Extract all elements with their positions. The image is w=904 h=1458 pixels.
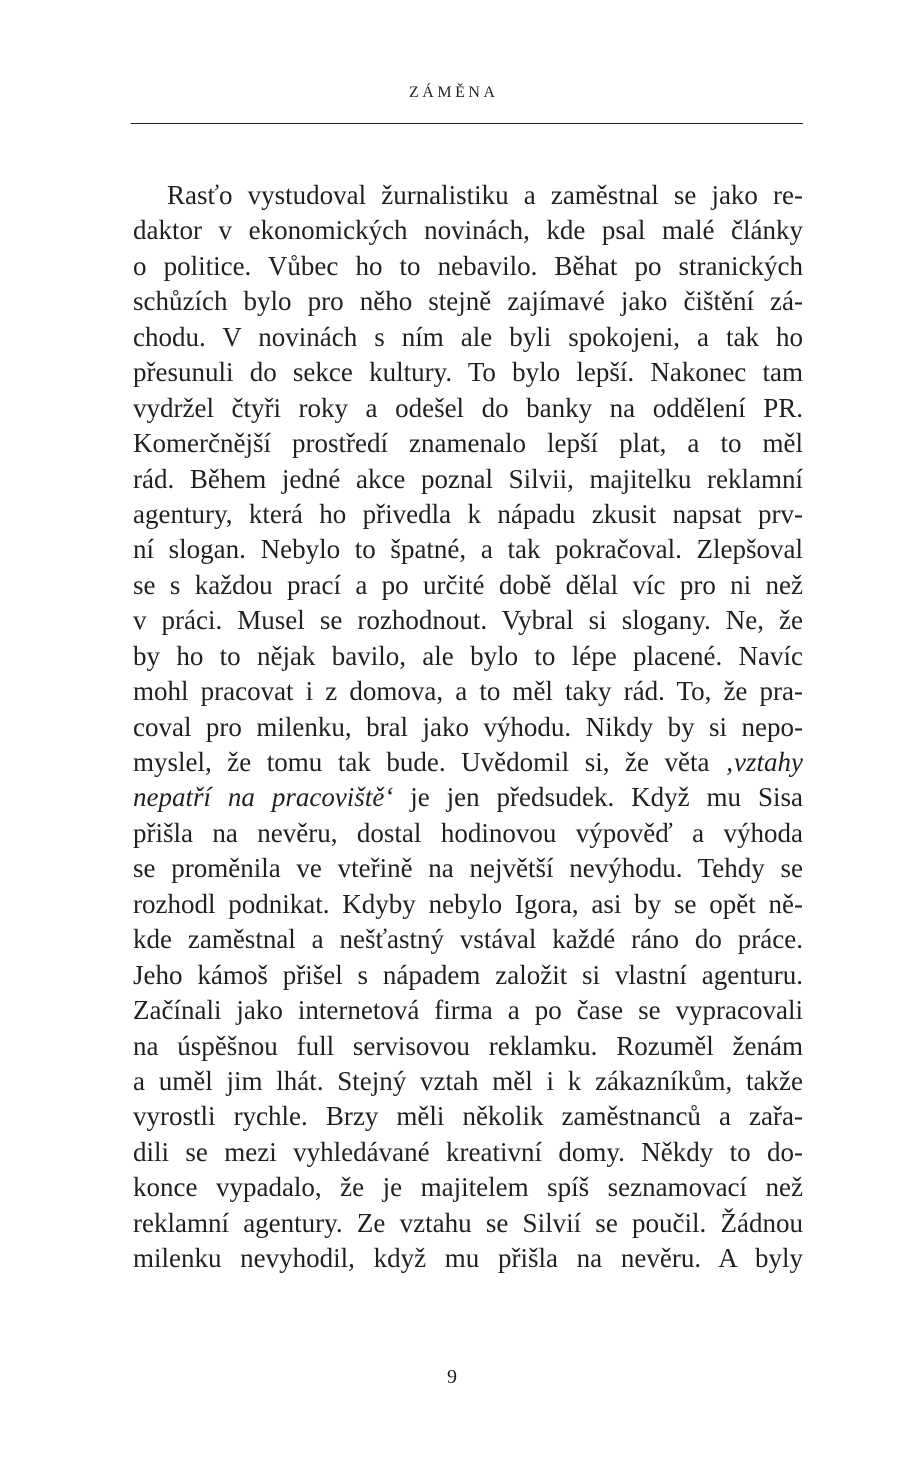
text-line: Rasťo vystudoval žurnalistiku a zaměstnal se jako re- <box>167 180 803 210</box>
text-line: přesunuli do sekce kultury. To bylo lepší. Nakonec tam <box>133 357 803 388</box>
text-line: přišla na nevěru, dostal hodinovou výpověď a výhoda <box>133 817 803 848</box>
line-text: myslel, že tomu tak bude. Uvědomil si, že věta <box>133 747 710 777</box>
italic-quote-start: ‚vztahy <box>725 747 803 777</box>
text-line <box>133 780 803 815</box>
text-line: daktor v ekonomických novinách, kde psal malé články <box>133 215 803 246</box>
text-line: agentury, která ho přivedla k nápadu zkusit napsat prv- <box>133 498 803 529</box>
text-line: mohl pracovat i z domova, a to měl taky rád. To, že pra- <box>133 676 803 707</box>
text-line <box>133 745 803 780</box>
text-line: coval pro milenku, bral jako výhodu. Nikdy by si nepo- <box>133 711 803 742</box>
italic-quote-end: nepatří na pracoviště‘ <box>133 782 394 813</box>
header-rule <box>131 123 803 124</box>
text-line: milenku nevyhodil, když mu přišla na nevěru. A byly <box>133 1243 803 1274</box>
running-head: ZÁMĚNA <box>409 84 499 101</box>
text-line: ní slogan. Nebylo to špatné, a tak pokračoval. Zlepšoval <box>133 534 803 565</box>
text-line: konce vypadalo, že je majitelem spíš seznamovací než <box>133 1172 803 1203</box>
text-line: Jeho kámoš přišel s nápadem založit si vlastní agenturu. <box>133 959 803 990</box>
text-line: v práci. Musel se rozhodnout. Vybral si slogany. Ne, že <box>133 605 803 636</box>
text-line: na úspěšnou full servisovou reklamku. Rozuměl ženám <box>133 1030 803 1061</box>
text-line: se proměnila ve vteřině na největší nevýhodu. Tehdy se <box>133 853 803 884</box>
text-line: rozhodl podnikat. Kdyby nebylo Igora, asi by se opět ně- <box>133 888 803 919</box>
text-line: rád. Během jedné akce poznal Silvii, majitelku reklamní <box>133 463 803 494</box>
line-text: je jen předsudek. Když mu Sisa <box>410 782 803 813</box>
text-line: reklamní agentury. Ze vztahu se Silvií se poučil. Žádnou <box>133 1207 803 1238</box>
text-line: vyrostli rychle. Brzy měli několik zaměstnanců a zařa- <box>133 1101 803 1132</box>
text-line: dili se mezi vyhledávané kreativní domy. Někdy to do- <box>133 1136 803 1167</box>
text-line: Začínali jako internetová firma a po čase se vypracovali <box>133 995 803 1026</box>
text-line: by ho to nějak bavilo, ale bylo to lépe placené. Navíc <box>133 640 803 671</box>
text-line: o politice. Vůbec ho to nebavilo. Běhat po stranických <box>133 250 803 281</box>
body-paragraph <box>133 178 803 1277</box>
text-line: schůzích bylo pro něho stejně zajímavé jako čištění zá- <box>133 286 803 317</box>
page-number: 9 <box>447 1366 457 1388</box>
text-line: Komerčnější prostředí znamenalo lepší plat, a to měl <box>133 428 803 459</box>
text-line: a uměl jim lhát. Stejný vztah měl i k zákazníkům, takže <box>133 1065 803 1096</box>
text-line: se s každou prací a po určité době dělal víc pro ni než <box>133 569 803 600</box>
text-line: kde zaměstnal a nešťastný vstával každé ráno do práce. <box>133 924 803 955</box>
text-line: vydržel čtyři roky a odešel do banky na oddělení PR. <box>133 392 803 423</box>
text-line: chodu. V novinách s ním ale byli spokojeni, a tak ho <box>133 321 803 352</box>
